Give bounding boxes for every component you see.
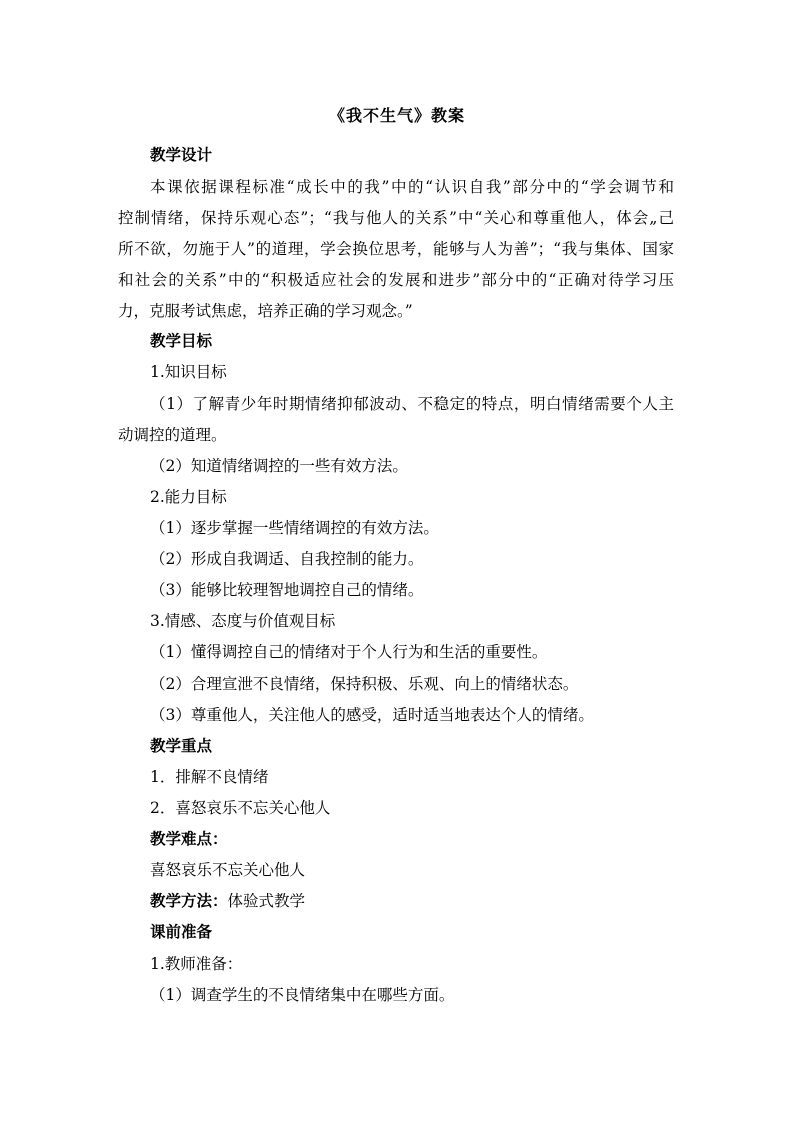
teaching-method-value: 体验式教学 [227,892,306,910]
ability-item-3: （3）能够比较理智地调控自己的情绪。 [150,581,424,599]
teacher-preparation-item-1: （1）调查学生的不良情绪集中在哪些方面。 [150,986,455,1004]
knowledge-objective-title: 1.知识目标 [150,363,227,381]
ability-item-1: （1）逐步掌握一些情绪调控的有效方法。 [150,519,439,537]
ability-item-2: （2）形成自我调适、自我控制的能力。 [150,550,424,568]
key-point-1: 1．排解不良情绪 [150,768,269,786]
ability-objective-title: 2.能力目标 [150,488,227,506]
design-paragraph-line-2: 控制情绪，保持乐观心态”；“我与他人的关系”中“关心和尊重他人，体会„己 [118,209,674,227]
document-title: 《我不生气》教案 [328,106,465,125]
emotion-item-1: （1）懂得调控自己的情绪对于个人行为和生活的重要性。 [150,643,548,661]
design-paragraph-line-1: 本课依据课程标准“成长中的我”中的“认识自我”部分中的“学会调节和 [150,178,674,196]
teacher-preparation-title: 1.教师准备： [150,955,243,973]
design-paragraph-line-5: 力，克服考试焦虑，培养正确的学习观念。” [118,302,413,320]
section-heading-preparation: 课前准备 [150,922,213,941]
section-heading-difficulties: 教学难点： [150,829,228,848]
section-heading-design: 教学设计 [150,145,213,164]
difficulty-text: 喜怒哀乐不忘关心他人 [150,861,306,879]
key-point-2: 2．喜怒哀乐不忘关心他人 [150,799,331,817]
section-heading-objectives: 教学目标 [150,331,213,350]
knowledge-item-1-line-2: 动调控的道理。 [118,426,227,444]
knowledge-item-1-line-1: （1）了解青少年时期情绪抑郁波动、不稳定的特点，明白情绪需要个人主 [150,395,674,413]
section-heading-key-points: 教学重点 [150,736,213,755]
design-paragraph-line-4: 和社会的关系”中的“积极适应社会的发展和进步”部分中的“正确对待学习压 [118,271,674,289]
design-paragraph-line-3: 所不欲，勿施于人”的道理，学会换位思考，能够与人为善”；“我与集体、国家 [118,240,674,258]
emotion-item-2: （2）合理宣泄不良情绪，保持积极、乐观、向上的情绪状态。 [150,675,579,693]
emotion-item-3: （3）尊重他人，关注他人的感受，适时适当地表达个人的情绪。 [150,706,594,724]
knowledge-item-2: （2）知道情绪调控的一些有效方法。 [150,457,408,475]
emotion-objective-title: 3.情感、态度与价值观目标 [150,612,336,630]
teaching-method-label: 教学方法： [150,891,228,910]
teaching-method [150,890,305,912]
